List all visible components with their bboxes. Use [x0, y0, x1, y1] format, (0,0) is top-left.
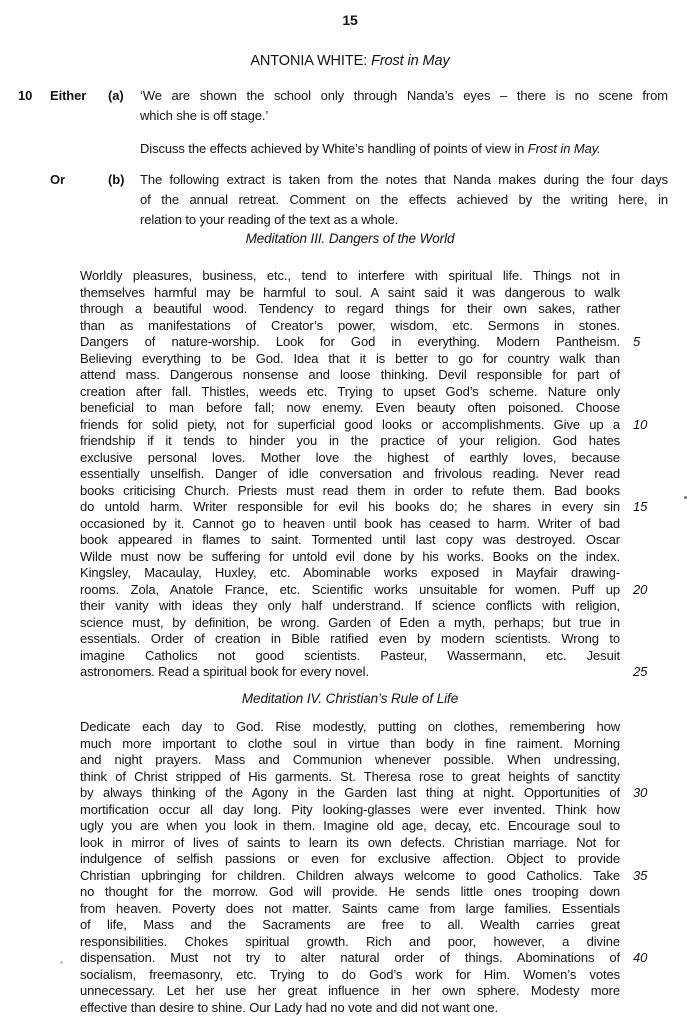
- line-number-15: 15: [633, 499, 648, 514]
- extract-line-text: do untold harm. Writer responsible for evil his books do; he shares in every sin: [80, 499, 620, 514]
- line-number-5: 5: [633, 334, 641, 349]
- extract-line: [80, 466, 620, 483]
- part-a-task-work-title: Frost in May.: [527, 141, 601, 156]
- extract-line-text: look in mirror of lives of saints to learn its own defects. Christian marriage. Not for: [80, 834, 620, 850]
- extract-line-text: beneficial to man before fall; now enemy. Even beauty often poisoned. Choose: [80, 400, 620, 415]
- part-b-label: (b): [108, 172, 125, 187]
- extract-line-text: science must, by definition, be wrong. Garden of Eden a myth, perhaps; but true in: [80, 614, 620, 630]
- extract-line-text: rooms. Zola, Anatole France, etc. Scientific works unsuitable for women. Puff up: [80, 581, 620, 597]
- extract-line: [80, 851, 620, 868]
- extract-line: [80, 334, 641, 351]
- meditation-4-paragraph: [80, 719, 648, 1016]
- extract-line-text: books criticising Church. Priests must read them in order to refute them. Bad books: [80, 482, 620, 498]
- extract-line: [80, 769, 620, 786]
- extract-line: [80, 752, 620, 769]
- extract-line-text: book appeared in flames to saint. Tormented until last copy was destroyed. Oscar: [80, 532, 620, 547]
- extract-line-text: exclusive personal loves. Mother love the highest of earthly loves, because: [80, 449, 620, 465]
- scan-speck: [684, 496, 687, 499]
- extract-line-text: Worldly pleasures, business, etc., tend to interfere with spiritual life. Things not in: [80, 268, 620, 283]
- extract-line: [80, 934, 620, 951]
- extract-line: [80, 416, 648, 434]
- extract-line: [80, 818, 620, 835]
- extract-line: [80, 719, 620, 736]
- extract-line: [80, 450, 620, 467]
- meditation-3-heading: Meditation III. Dangers of the World: [245, 231, 455, 246]
- extract-line-text: from heaven. Poverty does not matter. Saints came from large families. Essentials: [80, 900, 620, 916]
- extract-line-text: by always thinking of the Agony in the Garden last thing at night. Opportunities of: [80, 785, 620, 800]
- meditation-4-heading: Meditation IV. Christian’s Rule of Life: [241, 691, 459, 706]
- extract-line: [80, 483, 620, 500]
- extract-line-text: their vanity with ideas they only half understrand. If science conflicts with religion,: [80, 598, 620, 613]
- extract-line-text: Dedicate each day to God. Rise modestly, putting on clothes, remembering how: [80, 719, 620, 734]
- extract-line-text: Kingsley, Macaulay, Huxley, etc. Abominable works exposed in Mayfair drawing-: [80, 565, 620, 580]
- extract-line: [80, 1000, 620, 1016]
- part-b-text: [140, 170, 668, 230]
- extract-line-text: responsibilities. Chokes spiritual growth. Rich and poor, however, a divine: [80, 933, 620, 949]
- extract-line: [80, 565, 620, 582]
- question-10: [0, 86, 700, 230]
- extract-line-text: Christian upbringing for children. Children always welcome to good Catholics. Take: [80, 867, 620, 883]
- extract-line-text: mortification occur all day long. Pity looking-glasses were ever invented. Think how: [80, 801, 620, 817]
- part-b-line: relation to your reading of the text as a whole.: [140, 212, 399, 227]
- extract-line: [80, 285, 620, 302]
- extract-line: [80, 901, 620, 918]
- extract-line: [80, 367, 620, 384]
- work-name: Frost in May: [371, 53, 450, 69]
- extract-line: [80, 400, 620, 417]
- extract-line: [80, 967, 620, 984]
- extract-line-text: imagine Catholics not good scientists. Pasteur, Wassermann, etc. Jesuit: [80, 647, 620, 663]
- part-a-quote-line: which she is off stage.’: [140, 108, 269, 123]
- extract-line-text: dispensation. Must not try to alter natural order of things. Abominations of: [80, 950, 620, 965]
- extract-line: [80, 615, 620, 632]
- or-label: Or: [50, 172, 65, 187]
- scan-speck: [60, 961, 63, 964]
- extract-line: [80, 631, 620, 648]
- question-part-b-row: [0, 170, 700, 230]
- extract-line-text: effective than desire to shine. Our Lady had no vote and did not want one.: [80, 999, 499, 1015]
- part-a-task: [140, 139, 668, 159]
- extract-line: [80, 867, 648, 885]
- part-b-line: of the annual retreat. Comment on the effects achieved by the writing here, in: [140, 192, 668, 207]
- extract-line-text: Wilde must now be suffering for untold evil done by his works. Books on the index.: [80, 548, 620, 564]
- line-number-20: 20: [633, 581, 648, 597]
- extract-line: [80, 318, 620, 335]
- extract-line-text: ugly you are when you look in them. Imagine old age, decay, etc. Encourage soul to: [80, 818, 620, 833]
- extract-line-text: than as manifestations of Creator’s power, wisdom, etc. Sermons in stones.: [80, 317, 620, 333]
- question-part-a-row: [0, 86, 700, 159]
- extract-line-text: attend mass. Dangerous nonsense and loose thinking. Devil responsible for part of: [80, 367, 620, 382]
- line-number-10: 10: [633, 416, 648, 432]
- extract-line-text: Believing everything to be God. Idea that it is better to go for country walk than: [80, 350, 620, 366]
- part-b-line: The following extract is taken from the notes that Nanda makes during the four days: [140, 172, 668, 187]
- line-number-40: 40: [633, 950, 648, 965]
- part-a-quote-line: ‘We are shown the school only through Nanda’s eyes – there is no scene from: [140, 88, 668, 103]
- extract-line: [80, 268, 620, 285]
- extract-line-text: no thought for the morrow. God will provide. He sends little ones trooping down: [80, 884, 620, 899]
- extract-line-text: socialism, freemasonry, etc. Trying to do God’s work for Him. Women’s votes: [80, 966, 620, 982]
- extract-line-text: creation after fall. Thistles, weeds etc. Trying to upset God’s scheme. Nature only: [80, 383, 620, 399]
- part-a-text: [140, 86, 668, 159]
- extract-line: [80, 785, 648, 802]
- extract-line-text: unnecessary. Let her use her great influence in her own sphere. Modesty more: [80, 983, 620, 998]
- extract-line: [80, 917, 620, 934]
- extract-line: [80, 983, 620, 1000]
- extract-line-text: friendship if it tends to hinder you in the practice of your religion. God hates: [80, 433, 620, 448]
- extract-line: [80, 499, 648, 516]
- question-number: 10: [18, 88, 33, 103]
- page-number: 15: [342, 12, 358, 28]
- author-name: ANTONIA WHITE:: [250, 53, 368, 69]
- extract-line-text: indulgence of selfish passions or even for exclusive affection. Object to provide: [80, 851, 620, 866]
- extract-line-text: astronomers. Read a spiritual book for every novel.: [80, 664, 369, 679]
- line-number-30: 30: [633, 785, 648, 800]
- extract-line-text: of life, Mass and the Sacraments are free to all. Wealth carries great: [80, 917, 620, 932]
- extract-line: [80, 532, 620, 549]
- extract-line: [80, 581, 648, 599]
- extract-line-text: think of Christ stripped of His garments. St. Theresa rose to great heights of sanctity: [80, 768, 620, 784]
- extract-line: [80, 549, 620, 566]
- extract-line: [80, 433, 620, 450]
- extract-line: [80, 516, 620, 533]
- extract-line-text: essentially unselfish. Danger of idle conversation and frivolous reading. Never read: [80, 466, 620, 481]
- extract-line: [80, 384, 620, 401]
- part-a-label: (a): [108, 88, 124, 103]
- extract-line: [80, 598, 620, 615]
- extract-line-text: themselves harmful may be harmful to soul. A saint said it was dangerous to walk: [80, 284, 620, 300]
- extract-line: [80, 950, 648, 967]
- extract-line-text: essentials. Order of creation in Bible ratified even by modern scientists. Wrong to: [80, 631, 620, 646]
- work-title: [0, 53, 700, 69]
- extract-line-text: occasioned by it. Cannot go to heaven until book has ceased to harm. Writer of bad: [80, 515, 620, 531]
- extract-line-text: friends for solid piety, not for superficial good looks or accomplishments. Give up a: [80, 416, 620, 432]
- extract-line: [80, 802, 620, 819]
- extract-line: [80, 301, 620, 318]
- extract-line-text: and night prayers. Mass and Communion whenever possible. When undressing,: [80, 752, 620, 767]
- extract-line-text: through a beautiful wood. Tendency to regard things for their own sakes, rather: [80, 301, 620, 316]
- extract-line: [80, 648, 620, 665]
- meditation-3-paragraph: [80, 268, 648, 681]
- line-number-25: 25: [633, 664, 648, 679]
- extract-line-text: much more important to clothe soul in virtue than body in fine raiment. Morning: [80, 735, 620, 751]
- either-label: Either: [50, 88, 87, 103]
- extract-line: [80, 736, 620, 753]
- extract-line: [80, 835, 620, 852]
- extract-line: [80, 884, 620, 901]
- line-number-35: 35: [633, 867, 648, 883]
- part-a-task-text: Discuss the effects achieved by White’s handling of points of view in: [140, 141, 528, 156]
- extract-line-text: Dangers of nature-worship. Look for God in everything. Modern Pantheism.: [80, 334, 620, 349]
- extract-line: [80, 351, 620, 368]
- extract-line: [80, 664, 648, 681]
